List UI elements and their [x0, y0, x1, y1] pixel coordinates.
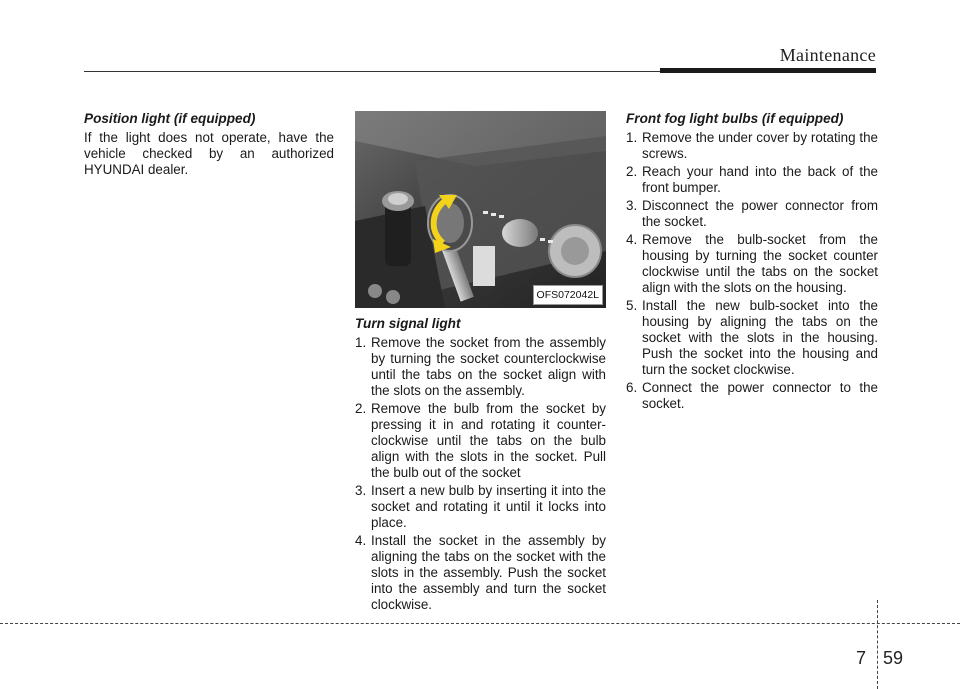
list-item [355, 483, 606, 531]
page-section-title: Maintenance [779, 45, 876, 65]
list-item [626, 130, 878, 162]
position-light-heading: Position light (if equipped) [84, 111, 256, 126]
step-number: 3. [355, 483, 367, 498]
step-number: 2. [626, 164, 638, 179]
list-item [626, 380, 878, 412]
footer-divider [877, 600, 878, 689]
left-column [84, 111, 334, 178]
socket-illustration [355, 111, 606, 308]
header-rule [84, 71, 660, 72]
list-item [626, 298, 878, 378]
turn-signal-socket-figure [355, 111, 606, 308]
step-number: 4. [355, 533, 367, 548]
step-text: Disconnect the power connector from the socket. [642, 198, 878, 229]
list-item [355, 533, 606, 613]
list-item [355, 335, 606, 399]
figure-code-label: OFS072042L [533, 285, 603, 305]
turn-signal-steps [355, 335, 606, 613]
list-item [626, 198, 878, 230]
step-number: 1. [355, 335, 367, 350]
step-number: 5. [626, 298, 638, 313]
step-text: Remove the bulb-socket from the housing by turning the socket counter clockwise until the tabs on the socket align with the slots on the housing. [642, 232, 878, 295]
step-text: Remove the socket from the assembly by turning the socket counterclockwise until the tabs on the socket align with the slots on the assembly. [371, 335, 606, 398]
step-number: 6. [626, 380, 638, 395]
step-text: Install the socket in the assembly by aligning the tabs on the socket with the slots in the assembly. Push the socket into the assembly and turn the socket clockwise. [371, 533, 606, 612]
footer-rule [0, 623, 960, 624]
list-item [626, 164, 878, 196]
header-rule-accent [660, 68, 876, 73]
step-text: Connect the power connector to the socket. [642, 380, 878, 411]
fog-light-steps [626, 130, 878, 412]
step-number: 2. [355, 401, 367, 416]
right-column [626, 111, 878, 414]
step-text: Remove the bulb from the socket by pressing it in and rotating it counter-clockwise until the tabs on the bulb align with the slots in the socket. Pull the bulb out of the socket [371, 401, 606, 480]
step-text: Insert a new bulb by inserting it into the socket and rotating it until it locks into place. [371, 483, 606, 530]
step-number: 4. [626, 232, 638, 247]
list-item [626, 232, 878, 296]
step-number: 1. [626, 130, 638, 145]
page-number: 59 [883, 648, 904, 668]
step-text: Reach your hand into the back of the front bumper. [642, 164, 878, 195]
fog-light-heading: Front fog light bulbs (if equipped) [626, 111, 844, 126]
list-item [355, 401, 606, 481]
chapter-number: 7 [856, 648, 867, 668]
middle-column [355, 111, 606, 615]
position-light-text: If the light does not operate, have the vehicle checked by an authorized HYUNDAI dealer. [84, 130, 334, 177]
step-text: Remove the under cover by rotating the screws. [642, 130, 878, 161]
turn-signal-heading: Turn signal light [355, 316, 461, 331]
step-number: 3. [626, 198, 638, 213]
step-text: Install the new bulb-socket into the housing by aligning the tabs on the socket with the slots in the housing. Push the socket into the housing and turn the socket clockwise. [642, 298, 878, 377]
